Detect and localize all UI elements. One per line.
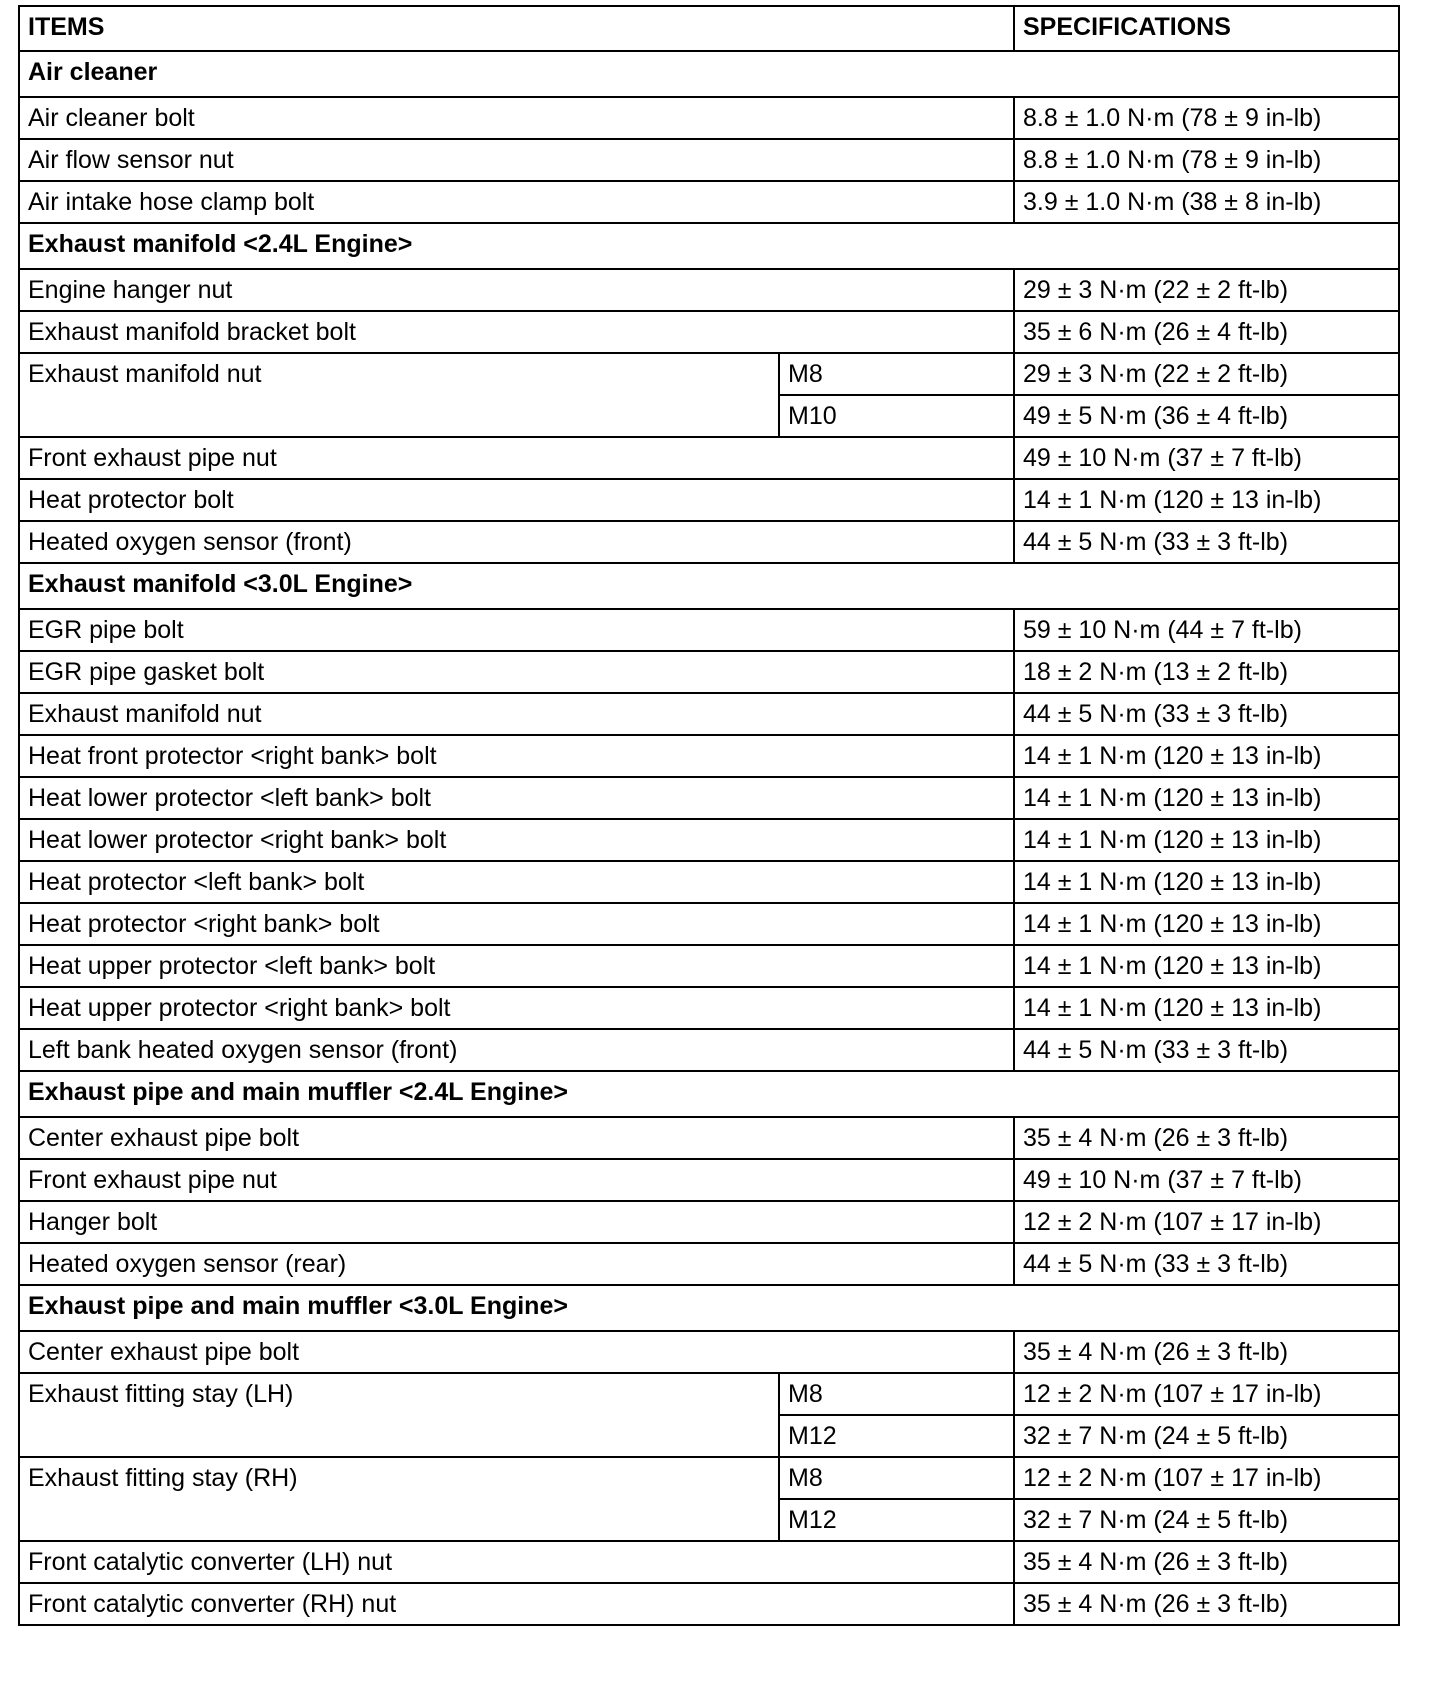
- item-name-cell: EGR pipe gasket bolt: [19, 651, 1014, 693]
- table-row: [19, 1583, 1399, 1625]
- item-name-cell: Hanger bolt: [19, 1201, 1014, 1243]
- spec-cell: 35 ± 4 N·m (26 ± 3 ft-lb): [1014, 1541, 1399, 1583]
- table-row: [19, 97, 1399, 139]
- table-row: [19, 1201, 1399, 1243]
- section-title: Exhaust pipe and main muffler <2.4L Engine>: [19, 1071, 1399, 1117]
- item-name-cell: Front catalytic converter (LH) nut: [19, 1541, 1014, 1583]
- spec-cell: 14 ± 1 N·m (120 ± 13 in-lb): [1014, 479, 1399, 521]
- table-row: [19, 903, 1399, 945]
- item-name-cell: Heat front protector <right bank> bolt: [19, 735, 1014, 777]
- table-row: [19, 1373, 1399, 1415]
- table-row: [19, 1029, 1399, 1071]
- spec-cell: 12 ± 2 N·m (107 ± 17 in-lb): [1014, 1457, 1399, 1499]
- spec-cell: 14 ± 1 N·m (120 ± 13 in-lb): [1014, 819, 1399, 861]
- table-header-row: [19, 6, 1399, 51]
- section-header-row: [19, 563, 1399, 609]
- item-name-cell: Front catalytic converter (RH) nut: [19, 1583, 1014, 1625]
- section-title: Exhaust pipe and main muffler <3.0L Engine>: [19, 1285, 1399, 1331]
- item-name-cell: Exhaust manifold nut: [19, 693, 1014, 735]
- section-title: Exhaust manifold <3.0L Engine>: [19, 563, 1399, 609]
- table-body: [19, 51, 1399, 1625]
- table-row: [19, 521, 1399, 563]
- item-name-cell: Heat lower protector <right bank> bolt: [19, 819, 1014, 861]
- spec-cell: 14 ± 1 N·m (120 ± 13 in-lb): [1014, 735, 1399, 777]
- item-name-cell: Exhaust manifold nut: [19, 353, 779, 437]
- spec-cell: 8.8 ± 1.0 N·m (78 ± 9 in-lb): [1014, 97, 1399, 139]
- items-column-header: ITEMS: [19, 6, 1014, 51]
- spec-cell: 59 ± 10 N·m (44 ± 7 ft-lb): [1014, 609, 1399, 651]
- spec-cell: 35 ± 6 N·m (26 ± 4 ft-lb): [1014, 311, 1399, 353]
- spec-cell: 14 ± 1 N·m (120 ± 13 in-lb): [1014, 945, 1399, 987]
- section-header-row: [19, 51, 1399, 97]
- table-row: [19, 819, 1399, 861]
- torque-spec-table: [18, 5, 1400, 1626]
- specifications-column-header: SPECIFICATIONS: [1014, 6, 1399, 51]
- spec-cell: 44 ± 5 N·m (33 ± 3 ft-lb): [1014, 1243, 1399, 1285]
- spec-cell: 35 ± 4 N·m (26 ± 3 ft-lb): [1014, 1583, 1399, 1625]
- table-row: [19, 1541, 1399, 1583]
- table-row: [19, 1159, 1399, 1201]
- item-name-cell: Exhaust fitting stay (RH): [19, 1457, 779, 1541]
- item-name-cell: Heat upper protector <right bank> bolt: [19, 987, 1014, 1029]
- spec-cell: 49 ± 10 N·m (37 ± 7 ft-lb): [1014, 437, 1399, 479]
- size-cell: M12: [779, 1499, 1014, 1541]
- table-row: [19, 1331, 1399, 1373]
- spec-cell: 14 ± 1 N·m (120 ± 13 in-lb): [1014, 861, 1399, 903]
- table-row: [19, 987, 1399, 1029]
- spec-cell: 14 ± 1 N·m (120 ± 13 in-lb): [1014, 987, 1399, 1029]
- spec-cell: 14 ± 1 N·m (120 ± 13 in-lb): [1014, 903, 1399, 945]
- size-cell: M10: [779, 395, 1014, 437]
- section-title: Exhaust manifold <2.4L Engine>: [19, 223, 1399, 269]
- table-row: [19, 651, 1399, 693]
- table-row: [19, 1457, 1399, 1499]
- item-name-cell: Heat protector <right bank> bolt: [19, 903, 1014, 945]
- spec-cell: 29 ± 3 N·m (22 ± 2 ft-lb): [1014, 269, 1399, 311]
- table-row: [19, 735, 1399, 777]
- item-name-cell: Front exhaust pipe nut: [19, 1159, 1014, 1201]
- spec-cell: 32 ± 7 N·m (24 ± 5 ft-lb): [1014, 1499, 1399, 1541]
- item-name-cell: Front exhaust pipe nut: [19, 437, 1014, 479]
- size-cell: M8: [779, 353, 1014, 395]
- spec-cell: 12 ± 2 N·m (107 ± 17 in-lb): [1014, 1201, 1399, 1243]
- table-row: [19, 479, 1399, 521]
- item-name-cell: Engine hanger nut: [19, 269, 1014, 311]
- table-row: [19, 269, 1399, 311]
- item-name-cell: Air flow sensor nut: [19, 139, 1014, 181]
- spec-cell: 44 ± 5 N·m (33 ± 3 ft-lb): [1014, 693, 1399, 735]
- table-row: [19, 777, 1399, 819]
- spec-cell: 18 ± 2 N·m (13 ± 2 ft-lb): [1014, 651, 1399, 693]
- table-row: [19, 693, 1399, 735]
- item-name-cell: Exhaust fitting stay (LH): [19, 1373, 779, 1457]
- spec-cell: 29 ± 3 N·m (22 ± 2 ft-lb): [1014, 353, 1399, 395]
- item-name-cell: EGR pipe bolt: [19, 609, 1014, 651]
- spec-cell: 35 ± 4 N·m (26 ± 3 ft-lb): [1014, 1331, 1399, 1373]
- spec-cell: 14 ± 1 N·m (120 ± 13 in-lb): [1014, 777, 1399, 819]
- section-title: Air cleaner: [19, 51, 1399, 97]
- item-name-cell: Center exhaust pipe bolt: [19, 1331, 1014, 1373]
- spec-cell: 44 ± 5 N·m (33 ± 3 ft-lb): [1014, 1029, 1399, 1071]
- item-name-cell: Heat upper protector <left bank> bolt: [19, 945, 1014, 987]
- table-row: [19, 139, 1399, 181]
- spec-cell: 32 ± 7 N·m (24 ± 5 ft-lb): [1014, 1415, 1399, 1457]
- item-name-cell: Air intake hose clamp bolt: [19, 181, 1014, 223]
- item-name-cell: Heat lower protector <left bank> bolt: [19, 777, 1014, 819]
- spec-cell: 8.8 ± 1.0 N·m (78 ± 9 in-lb): [1014, 139, 1399, 181]
- item-name-cell: Heat protector <left bank> bolt: [19, 861, 1014, 903]
- item-name-cell: Heated oxygen sensor (rear): [19, 1243, 1014, 1285]
- table-row: [19, 609, 1399, 651]
- table-row: [19, 945, 1399, 987]
- table-row: [19, 861, 1399, 903]
- section-header-row: [19, 1071, 1399, 1117]
- table-row: [19, 1243, 1399, 1285]
- section-header-row: [19, 1285, 1399, 1331]
- item-name-cell: Air cleaner bolt: [19, 97, 1014, 139]
- table-row: [19, 437, 1399, 479]
- table-row: [19, 311, 1399, 353]
- spec-cell: 44 ± 5 N·m (33 ± 3 ft-lb): [1014, 521, 1399, 563]
- item-name-cell: Heat protector bolt: [19, 479, 1014, 521]
- section-header-row: [19, 223, 1399, 269]
- table-row: [19, 353, 1399, 395]
- table-row: [19, 181, 1399, 223]
- spec-cell: 12 ± 2 N·m (107 ± 17 in-lb): [1014, 1373, 1399, 1415]
- spec-cell: 3.9 ± 1.0 N·m (38 ± 8 in-lb): [1014, 181, 1399, 223]
- size-cell: M12: [779, 1415, 1014, 1457]
- size-cell: M8: [779, 1373, 1014, 1415]
- spec-cell: 49 ± 5 N·m (36 ± 4 ft-lb): [1014, 395, 1399, 437]
- table-row: [19, 1117, 1399, 1159]
- item-name-cell: Left bank heated oxygen sensor (front): [19, 1029, 1014, 1071]
- item-name-cell: Heated oxygen sensor (front): [19, 521, 1014, 563]
- spec-cell: 35 ± 4 N·m (26 ± 3 ft-lb): [1014, 1117, 1399, 1159]
- item-name-cell: Exhaust manifold bracket bolt: [19, 311, 1014, 353]
- spec-cell: 49 ± 10 N·m (37 ± 7 ft-lb): [1014, 1159, 1399, 1201]
- item-name-cell: Center exhaust pipe bolt: [19, 1117, 1014, 1159]
- size-cell: M8: [779, 1457, 1014, 1499]
